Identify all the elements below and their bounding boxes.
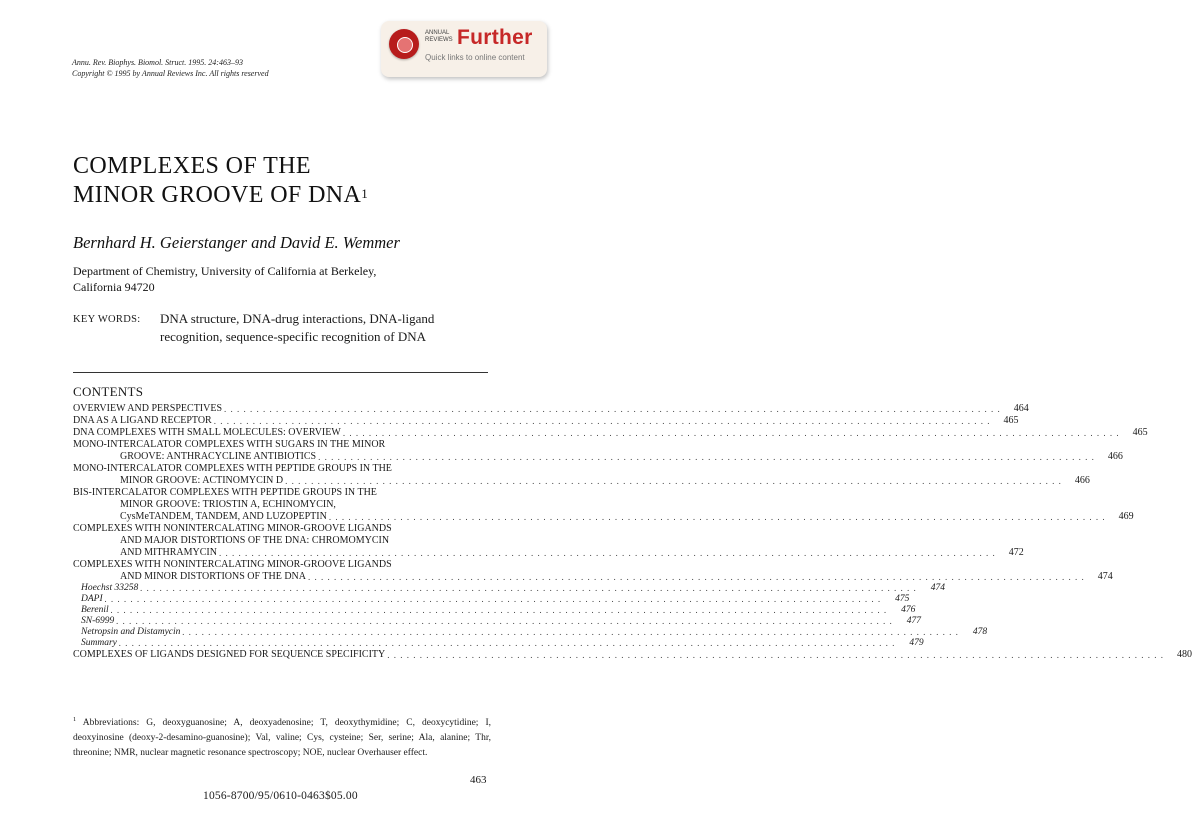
- toc-dot-leader: . . . . . . . . . . . . . . . . . . . . . . . . . . . . . . . . . . . . . . . . . . . . . . . . . . . . . . . . . . . . . . . . . . . . . . . . . . . . . . . . . . . . . . . . . . . . . . . . . . . . . . . . . . . . . . . . . . . . . . . .: [307, 572, 1085, 582]
- toc-entry: [73, 451, 1123, 463]
- toc-entry: [73, 547, 1024, 559]
- toc-entry-label: COMPLEXES OF LIGANDS DESIGNED FOR SEQUENCE SPECIFICITY: [73, 649, 386, 660]
- toc-dot-leader: . . . . . . . . . . . . . . . . . . . . . . . . . . . . . . . . . . . . . . . . . . . . . . . . . . . . . . . . . . . . . . . . . . . . . . . . . . . . . . . . . . . . . . . . . . . . . . . . . . . . . . . . . . . . . . . . . . . . . . . .: [118, 638, 896, 648]
- toc-entry-label: Hoechst 33258: [73, 583, 140, 594]
- title-footnote-mark: 1: [361, 186, 369, 201]
- toc-dot-leader: . . . . . . . . . . . . . . . . . . . . . . . . . . . . . . . . . . . . . . . . . . . . . . . . . . . . . . . . . . . . . . . . . . . . . . . . . . . . . . . . . . . . . . . . . . . . . . . . . . . . . . . . . . . . . . . . . . . . . . . .: [213, 416, 991, 426]
- annual-reviews-wordmark: [425, 30, 453, 44]
- abbreviations-footnote: [73, 712, 491, 761]
- toc-dot-leader: . . . . . . . . . . . . . . . . . . . . . . . . . . . . . . . . . . . . . . . . . . . . . . . . . . . . . . . . . . . . . . . . . . . . . . . . . . . . . . . . . . . . . . . . . . . . . . . . . . . . . . . . . . . . . . . . . . . . . . . .: [224, 404, 1001, 414]
- toc-entry-label: COMPLEXES WITH NONINTERCALATING MINOR-GROOVE LIGANDS: [73, 559, 392, 570]
- toc-entry: [73, 439, 489, 451]
- keywords-line-2: recognition, sequence-specific recognition of DNA: [160, 329, 427, 344]
- title-line-2: [73, 181, 368, 210]
- toc-entry: [73, 649, 1192, 661]
- toc-entry: [73, 523, 489, 535]
- toc-entry-label: MONO-INTERCALATOR COMPLEXES WITH SUGARS IN THE MINOR: [73, 439, 386, 450]
- toc-page-number: 477: [906, 616, 921, 626]
- contents-heading: CONTENTS: [73, 384, 144, 399]
- further-links-badge[interactable]: [381, 21, 547, 77]
- toc-page-number: 476: [901, 605, 916, 615]
- brand-line-2: REVIEWS: [425, 37, 453, 43]
- toc-page-number: 469: [1118, 511, 1134, 522]
- toc-entry: [73, 487, 489, 499]
- toc-entry-label: DNA AS A LIGAND RECEPTOR: [73, 415, 212, 426]
- affiliation-line-1: Department of Chemistry, University of California at Berkeley,: [73, 264, 377, 278]
- toc-dot-leader: . . . . . . . . . . . . . . . . . . . . . . . . . . . . . . . . . . . . . . . . . . . . . . . . . . . . . . . . . . . . . . . . . . . . . . . . . . . . . . . . . . . . . . . . . . . . . . . . . . . . . . . . . . . . . . . . . . . . . . . .: [116, 616, 893, 626]
- toc-entry-label: AND MITHRAMYCIN: [73, 547, 219, 559]
- toc-entry: [73, 511, 1134, 523]
- toc-dot-leader: . . . . . . . . . . . . . . . . . . . . . . . . . . . . . . . . . . . . . . . . . . . . . . . . . . . . . . . . . . . . . . . . . . . . . . . . . . . . . . . . . . . . . . . . . . . . . . . . . . . . . . . . . . . . . . . . . . . . . . . .: [110, 605, 888, 615]
- footnote-mark: 1: [73, 716, 77, 723]
- toc-dot-leader: . . . . . . . . . . . . . . . . . . . . . . . . . . . . . . . . . . . . . . . . . . . . . . . . . . . . . . . . . . . . . . . . . . . . . . . . . . . . . . . . . . . . . . . . . . . . . . . . . . . . . . . . . . . . . . . . . . . . . . . .: [285, 476, 1062, 486]
- toc-entry: [73, 475, 1090, 487]
- toc-page-number: 474: [930, 583, 946, 593]
- toc-entry-label: MINOR GROOVE: TRIOSTIN A, ECHINOMYCIN,: [73, 499, 338, 511]
- toc-dot-leader: . . . . . . . . . . . . . . . . . . . . . . . . . . . . . . . . . . . . . . . . . . . . . . . . . . . . . . . . . . . . . . . . . . . . . . . . . . . . . . . . . . . . . . . . . . . . . . . . . . . . . . . . . . . . . . . . . . . . . . . .: [218, 548, 996, 558]
- keywords-text: [160, 310, 490, 346]
- toc-entry-label: Summary: [73, 638, 119, 649]
- toc-subentry: [73, 638, 924, 649]
- section-divider: [73, 372, 488, 373]
- toc-entry-label: GROOVE: ANTHRACYCLINE ANTIBIOTICS: [73, 451, 318, 463]
- toc-page-number: 475: [895, 594, 910, 604]
- toc-page-number: 472: [1008, 547, 1024, 558]
- toc-page-number: 466: [1107, 451, 1123, 462]
- toc-dot-leader: . . . . . . . . . . . . . . . . . . . . . . . . . . . . . . . . . . . . . . . . . . . . . . . . . . . . . . . . . . . . . . . . . . . . . . . . . . . . . . . . . . . . . . . . . . . . . . . . . . . . . . . . . . . . . . . . . . . . . . . .: [104, 594, 882, 604]
- annual-reviews-logo-icon: [389, 29, 419, 59]
- toc-entry-label: MINOR GROOVE: ACTINOMYCIN D: [73, 475, 285, 487]
- toc-entry-label: Berenil: [73, 605, 111, 616]
- toc-entry-label: MONO-INTERCALATOR COMPLEXES WITH PEPTIDE GROUPS IN THE: [73, 463, 392, 474]
- toc-entry-label: COMPLEXES WITH NONINTERCALATING MINOR-GROOVE LIGANDS: [73, 523, 392, 534]
- brand-line-1: ANNUAL: [425, 30, 450, 36]
- toc-entry: [73, 403, 1029, 415]
- article-code: 1056-8700/95/0610-0463$05.00: [203, 790, 358, 802]
- toc-entry-label: AND MAJOR DISTORTIONS OF THE DNA: CHROMOMYCIN: [73, 535, 391, 547]
- page-number: 463: [470, 774, 487, 786]
- journal-citation: [72, 57, 269, 79]
- toc-entry: [73, 427, 1148, 439]
- authors: Bernhard H. Geierstanger and David E. Wemmer: [73, 233, 400, 252]
- title-line-1: COMPLEXES OF THE: [73, 153, 311, 179]
- toc-entry-label: DAPI: [73, 594, 105, 605]
- toc-entry-label: BIS-INTERCALATOR COMPLEXES WITH PEPTIDE GROUPS IN THE: [73, 487, 377, 498]
- title-line-2-text: MINOR GROOVE OF DNA: [73, 182, 362, 208]
- quick-links-tagline: Quick links to online content: [425, 53, 525, 62]
- toc-entry-label: AND MINOR DISTORTIONS OF THE DNA: [73, 571, 308, 583]
- toc-page-number: 465: [1003, 415, 1019, 426]
- article-title: [73, 152, 368, 210]
- toc-page-number: 478: [972, 627, 988, 637]
- toc-dot-leader: . . . . . . . . . . . . . . . . . . . . . . . . . . . . . . . . . . . . . . . . . . . . . . . . . . . . . . . . . . . . . . . . . . . . . . . . . . . . . . . . . . . . . . . . . . . . . . . . . . . . . . . . . . . . . . . . . . . . . . . .: [318, 452, 1095, 462]
- toc-entry: [73, 559, 489, 571]
- toc-entry-label: OVERVIEW AND PERSPECTIVES: [73, 403, 223, 414]
- toc-page-number: 464: [1013, 403, 1029, 414]
- toc-entry-label: SN-6999: [73, 616, 116, 627]
- toc-entry-label: CysMeTANDEM, TANDEM, AND LUZOPEPTIN: [73, 511, 329, 523]
- keywords-label: KEY WORDS:: [73, 314, 141, 325]
- further-headline: Further: [457, 26, 533, 49]
- toc-page-number: 474: [1097, 571, 1113, 582]
- toc-entry: [73, 415, 1019, 427]
- toc-dot-leader: . . . . . . . . . . . . . . . . . . . . . . . . . . . . . . . . . . . . . . . . . . . . . . . . . . . . . . . . . . . . . . . . . . . . . . . . . . . . . . . . . . . . . . . . . . . . . . . . . . . . . . . . . . . . . . . . . . . . . . . .: [328, 512, 1106, 522]
- citation-line-2: Copyright © 1995 by Annual Reviews Inc. All rights reserved: [72, 69, 269, 78]
- toc-page-number: 480: [1177, 649, 1192, 660]
- table-of-contents: [73, 403, 1192, 661]
- toc-dot-leader: . . . . . . . . . . . . . . . . . . . . . . . . . . . . . . . . . . . . . . . . . . . . . . . . . . . . . . . . . . . . . . . . . . . . . . . . . . . . . . . . . . . . . . . . . . . . . . . . . . . . . . . . . . . . . . . . . . . . . . . .: [387, 650, 1164, 660]
- citation-line-1: Annu. Rev. Biophys. Biomol. Struct. 1995. 24:463–93: [72, 58, 243, 67]
- toc-entry-label: DNA COMPLEXES WITH SMALL MOLECULES: OVERVIEW: [73, 427, 341, 438]
- toc-page-number: 466: [1074, 475, 1090, 486]
- toc-page-number: 479: [909, 638, 924, 648]
- toc-dot-leader: . . . . . . . . . . . . . . . . . . . . . . . . . . . . . . . . . . . . . . . . . . . . . . . . . . . . . . . . . . . . . . . . . . . . . . . . . . . . . . . . . . . . . . . . . . . . . . . . . . . . . . . . . . . . . . . . . . . . . . . .: [140, 583, 918, 593]
- affiliation: [73, 263, 376, 295]
- toc-entry: [73, 463, 489, 475]
- toc-entry: [73, 499, 489, 511]
- toc-entry: [73, 535, 489, 547]
- toc-dot-leader: . . . . . . . . . . . . . . . . . . . . . . . . . . . . . . . . . . . . . . . . . . . . . . . . . . . . . . . . . . . . . . . . . . . . . . . . . . . . . . . . . . . . . . . . . . . . . . . . . . . . . . . . . . . . . . . . . . . . . . . .: [342, 428, 1120, 438]
- footnote-text: Abbreviations: G, deoxyguanosine; A, deoxyadenosine; T, deoxythymidine; C, deoxycytidine; I, deoxyinosine (deoxy-2-desamino-guanosine); Val, valine; Cys, cysteine; Ser, serine; Ala, alanine; Thr, threonine; NMR, nuclear magnetic resonance spectroscopy; NOE, nuclear Overhauser effect.: [73, 718, 492, 759]
- toc-entry-label: Netropsin and Distamycin: [73, 627, 182, 638]
- toc-page-number: 465: [1132, 427, 1148, 438]
- toc-dot-leader: . . . . . . . . . . . . . . . . . . . . . . . . . . . . . . . . . . . . . . . . . . . . . . . . . . . . . . . . . . . . . . . . . . . . . . . . . . . . . . . . . . . . . . . . . . . . . . . . . . . . . . . . . . . . . . . . . . . . . . . .: [182, 627, 960, 637]
- affiliation-line-2: California 94720: [73, 280, 155, 294]
- keywords-line-1: DNA structure, DNA-drug interactions, DNA-ligand: [160, 311, 435, 326]
